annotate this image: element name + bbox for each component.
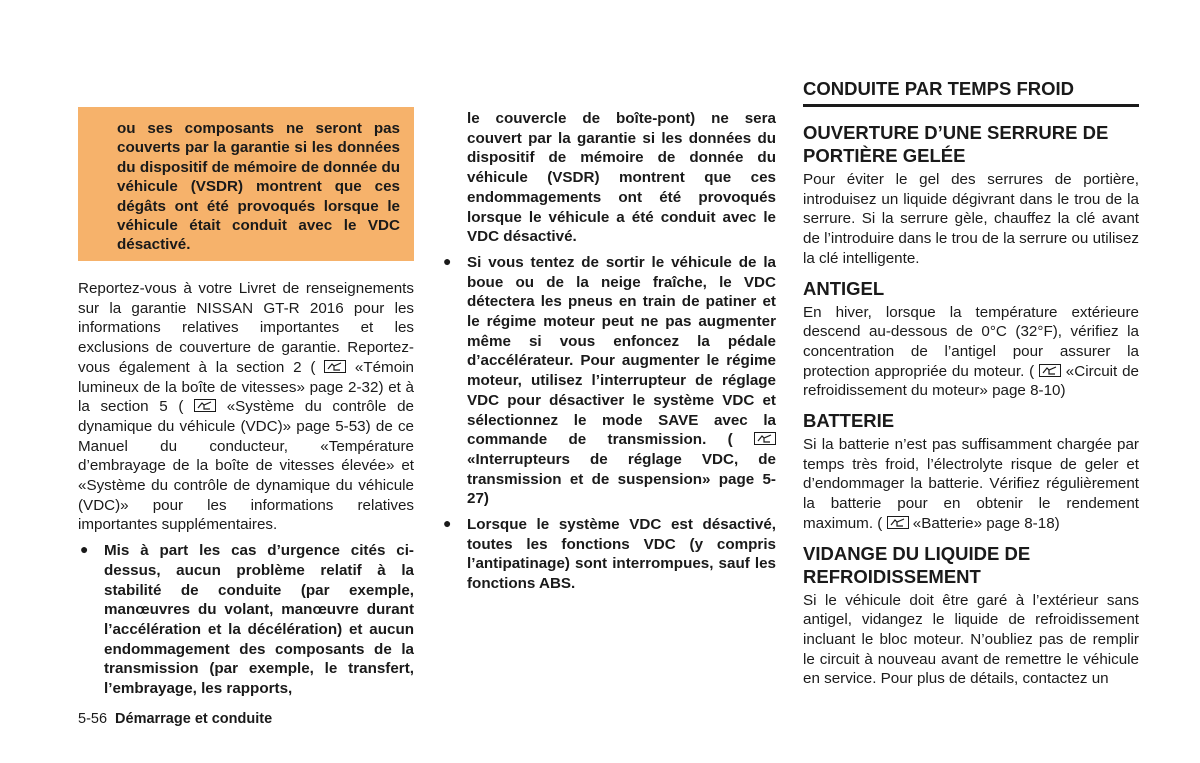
bullet-item (441, 253, 776, 509)
bullet-icon: ● (80, 541, 89, 558)
warranty-paragraph: Reportez-vous à votre Livret de renseignements sur la garantie NISSAN GT-R 2016 pour les informations relatives importantes et les exclusions de couverture de garantie. Reportez-vous également à la section 2 ( «Témoin lumineux de la boîte de vitesses» page 2-32) et à la section 5 ( «Système du contrôle de dynamique du véhicule (VDC)» page 5-53) de ce Manuel du conducteur, «Température d’embrayage de la boîte de vitesses élevée» et «Système du contrôle de dynamique du véhicule (VDC)» pour les informations relatives importantes supplémentaires. (78, 280, 414, 534)
subsection-heading: VIDANGE DU LIQUIDE DE REFROIDISSEMENT (803, 542, 1031, 587)
reference-icon (1039, 364, 1061, 377)
page-footer (78, 711, 272, 727)
bullet-continuation: le couvercle de boîte-pont) ne sera couvert par la garantie si les données du dispositif de mémoire de donnée du véhicule (VSDR) montrent que ces endommagements ont été provoqués lorsque le véhicule a été conduit avec le VDC désactivé. (467, 110, 776, 246)
reference-icon (887, 516, 909, 529)
left-column (78, 279, 414, 699)
subsection-heading: BATTERIE (803, 410, 895, 432)
middle-column (441, 109, 776, 594)
reference-icon (324, 360, 346, 373)
body-paragraph: Pour éviter le gel des serrures de portière, introduisez un liquide dégivrant dans le trou de la serrure. Si la serrure gèle, chauffez la clé avant de l’introduire dans le trou de la serrure ou utilisez la clé intelligente. (803, 171, 1139, 267)
reference-icon (194, 399, 216, 412)
page-number: 5-56 (78, 711, 108, 727)
warning-box (78, 107, 414, 261)
warning-text: ou ses composants ne seront pas couverts par la garantie si les données du dispositif de mémoire de donnée du véhicule (VSDR) montrent que ces dégâts ont été provoqués lorsque le véhicule était conduit avec le VDC désactivé. (117, 120, 400, 254)
reference-icon (754, 432, 776, 445)
body-paragraph: Si la batterie n’est pas suffisamment chargée par temps très froid, l’électrolyte risque de geler et d’endommager la batterie. Vérifiez régulièrement la batterie pour en obtenir le rendement maximum. ( «Batterie» page 8-18) (803, 436, 1139, 532)
bullet-text: Lorsque le système VDC est désactivé, toutes les fonctions VDC (y compris l’antipatinage) sont interrompues, sauf les fonctions ABS. (467, 516, 776, 593)
body-paragraph: En hiver, lorsque la température extérieure descend au-dessous de 0°C (32°F), vérifiez la concentration de l’antigel pour assurer la protection appropriée du moteur. ( «Circuit de refroidissement du moteur» page 8-10) (803, 303, 1139, 400)
bullet-icon: ● (443, 515, 452, 532)
bullet-item (78, 541, 414, 699)
section-heading: CONDUITE PAR TEMPS FROID (803, 78, 1139, 107)
footer-section-title: Démarrage et conduite (115, 711, 273, 727)
body-paragraph: Si le véhicule doit être garé à l’extérieur sans antigel, vidangez le liquide de refroidissement incluant le bloc moteur. N’oubliez pas de remplir le circuit à nouveau avant de remettre le véhicule en service. Pour plus de détails, contactez un (803, 591, 1139, 688)
right-column (803, 121, 1139, 689)
subsection-heading: OUVERTURE D’UNE SERRURE DE PORTIÈRE GELÉE (803, 122, 1109, 166)
bullet-text: Si vous tentez de sortir le véhicule de la boue ou de la neige fraîche, le VDC détectera les pneus en train de patiner et le régime moteur peut ne pas augmenter même si vous enfoncez la pédale d’accélérateur. Pour augmenter le régime moteur, utilisez l’interrupteur de réglage VDC pour désactiver le système VDC et sélectionnez le mode SAVE avec la commande de transmission. ( «Interrupteurs de réglage VDC, de transmission et de suspension» page 5-27) (467, 253, 776, 508)
bullet-text: Mis à part les cas d’urgence cités ci-dessus, aucun problème relatif à la stabilité de conduite (par exemple, manœuvres du volant, manœuvre durant l’accélération et la décélération) et aucun endommagement des composants de la transmission (par exemple, le transfert, l’embrayage, les rapports, (104, 542, 414, 698)
bullet-item (441, 515, 776, 594)
subsection-heading: ANTIGEL (803, 277, 885, 299)
bullet-icon: ● (443, 252, 452, 269)
